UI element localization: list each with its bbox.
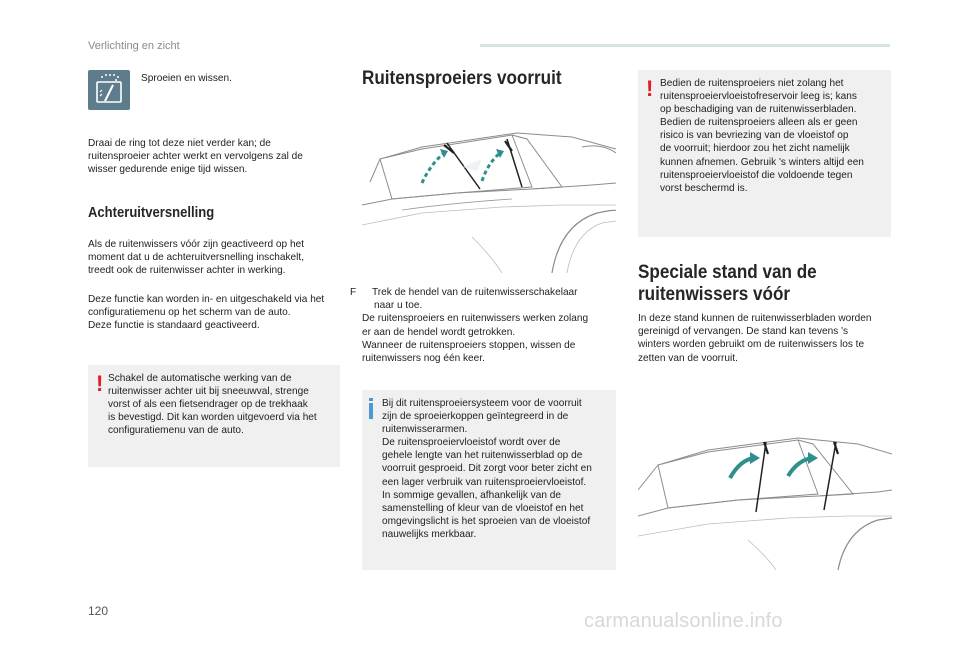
front-washer-instructions: F Trek de hendel van de ruitenwisserschakelaar naar u toe. De ruitensproeiers en ruitenwissers werken zolang er aan de hendel wordt getrokken. Wanneer de ruitensproeiers stoppen, wissen de ruitenwissers nog één keer. xyxy=(350,287,589,365)
reverse-gear-paragraph-2: Deze functie kan worden in- en uitgeschakeld via het configuratiemenu op het scherm van de auto. Deze functie is standaard geactiveerd. xyxy=(88,294,325,332)
rear-wiper-intro: Draai de ring tot deze niet verder kan; de ruitensproeier achter werkt en vervolgens zal de wisser gedurende enige tijd wissen. xyxy=(88,138,303,176)
rear-wiper-warning-box xyxy=(88,365,340,467)
page-number: 120 xyxy=(88,604,109,618)
special-position-heading: Speciale stand van de ruitenwissers vóór xyxy=(638,262,817,305)
watermark: carmanualsonline.info xyxy=(584,610,783,632)
header-divider xyxy=(480,44,890,47)
warning-icon: ! xyxy=(96,371,104,396)
front-washer-info-text: Bij dit ruitensproeiersysteem voor de voorruit zijn de sproeierkoppen geïntegreerd in de ruitenwisserarmen. De ruitensproeiervloeistof wordt over de gehele lengte van het ruitenwisserblad op de voorruit gesproeid. Dit zorgt voor beter zicht en een lager verbruik van ruitensproeiervloeistof. In sommige gevallen, afhankelijk van de samenstelling of kleur van de vloeistof en het omgevingslicht is het sproeien van de vloeistof nauwelijks merkbaar. xyxy=(382,398,592,540)
special-position-illustration xyxy=(638,420,892,570)
washer-fluid-warning-text: Bedien de ruitensproeiers niet zolang het ruitensproeiervloeistofreservoir leeg is; kans op beschadiging van de ruitenwisserbladen. Bedien de ruitensproeiers alleen als er geen risico is van bevriezing van de vloeistof op de voorruit; hierdoor zou het zicht namelijk kunnen afnemen. Gebruik 's winters altijd een ruitensproeiervloeistof die voldoende tegen vorst beschermd is. xyxy=(660,78,864,194)
front-washer-illustration xyxy=(362,107,616,273)
wiper-spray-icon xyxy=(88,70,130,110)
bullet-marker: F xyxy=(350,287,357,298)
warning-icon: ! xyxy=(646,76,654,101)
front-washer-heading: Ruitensproeiers voorruit xyxy=(362,68,562,89)
reverse-gear-paragraph-1: Als de ruitenwissers vóór zijn geactiveerd op het moment dat u de achteruitversnelling inschakelt, treedt ook de ruitenwisser achter in werking. xyxy=(88,239,305,277)
reverse-gear-heading: Achteruitversnelling xyxy=(88,205,215,221)
spray-label: Sproeien en wissen. xyxy=(141,73,232,84)
washer-fluid-warning-box xyxy=(638,70,891,237)
section-title: Verlichting en zicht xyxy=(88,40,180,52)
info-icon xyxy=(369,398,373,420)
rear-wiper-warning-text: Schakel de automatische werking van de ruitenwisser achter uit bij sneeuwval, strenge vorst of als een fietsendrager op de trekhaak is bevestigd. Dit kan worden uitgevoerd via het configuratiemenu van de auto. xyxy=(108,373,317,437)
front-washer-info-box xyxy=(362,390,616,570)
special-position-body: In deze stand kunnen de ruitenwisserbladen worden gereinigd of vervangen. De stand kan tevens 's winters worden gebruikt om de ruitenwissers los te zetten van de voorruit. xyxy=(638,313,872,364)
